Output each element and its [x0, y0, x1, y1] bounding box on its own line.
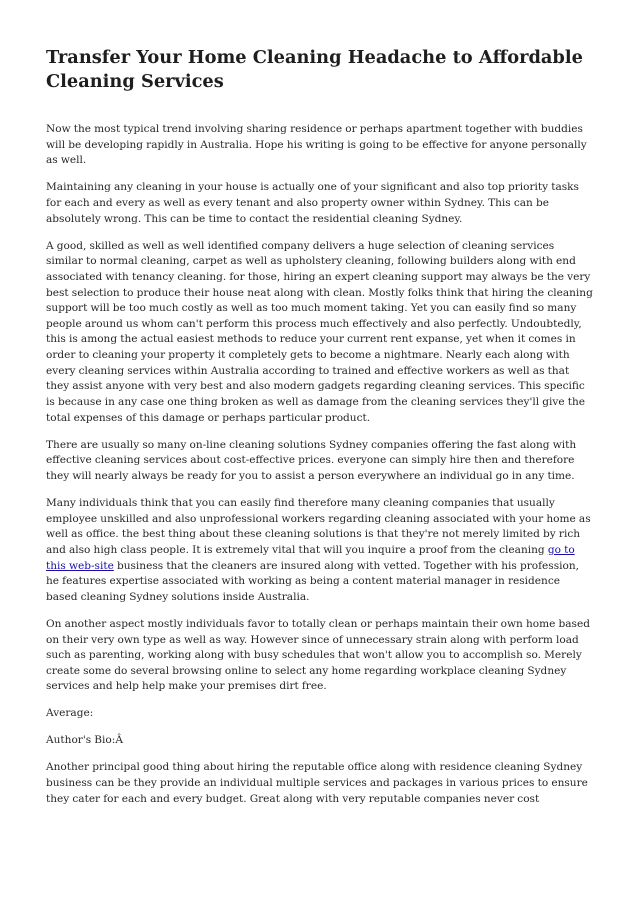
- paragraph: There are usually so many on-line cleaning solutions Sydney companies offering the fast along with effective cleaning services about cost-effective prices. everyone can simply hire then and therefore they will nearly always be ready for you to assist a person everywhere an individual go in any time.: [46, 438, 577, 483]
- paragraph: A good, skilled as well as well identified company delivers a huge selection of cleaning services similar to normal cleaning, carpet as well as upholstery cleaning, following builders along with end associated with tenancy cleaning. for those, hiring an expert cleaning support may always be the very best selection to produce their house neat along with clean. Mostly folks think that hiring the cleaning support will be too much costly as well as too much moment taking. Yet you can easily find so many people around us whom can't perform this process much effectively and also perfectly. Undoubtedly, this is among the actual easiest methods to reduce your current rent expanse, yet when it comes in order to cleaning your property it completely gets to become a nightmare. Nearly each along with every cleaning services within Australia according to trained and effective workers as well as that they assist anyone with very best and also modern gadgets regarding cleaning services. This specific is because in any case one thing broken as well as damage from the cleaning services they'll give the total expenses of this damage or perhaps particular product.: [46, 239, 593, 424]
- author-bio-label: Author's Bio:Â: [46, 734, 123, 747]
- average-label: Average:: [46, 707, 94, 720]
- paragraph: Now the most typical trend involving sharing residence or perhaps apartment together with buddies will be developing rapidly in Australia. Hope his writing is going to be effective for anyone personally as well.: [46, 123, 587, 167]
- document-page: [46, 46, 594, 819]
- document-title: Transfer Your Home Cleaning Headache to Affordable Cleaning Services: [46, 47, 583, 92]
- paragraph: On another aspect mostly individuals favor to totally clean or perhaps maintain their own home based on their very own type as well as way. However since of unnecessary strain along with perform load such as parenting, working along with busy schedules that won't allow you to accomplish so. Merely create some do several browsing online to select any home regarding workplace cleaning Sydney services and help help make your premises dirt free.: [46, 617, 590, 693]
- go-to-website-link[interactable]: go to this web-site: [46, 543, 575, 572]
- paragraph-text: Many individuals think that you can easily find therefore many cleaning companies that usually employee unskilled and also unprofessional workers regarding cleaning associated with your home as well as office. the best thing about these cleaning solutions is that they're not merely limited by rich and also high class people. It is extremely vital that will you inquire a proof from the cleaning: [46, 496, 591, 556]
- paragraph: Maintaining any cleaning in your house is actually one of your significant and also top priority tasks for each and every as well as every tenant and also property owner within Sydney. This can be absolutely wrong. This can be time to contact the residential cleaning Sydney.: [46, 181, 579, 225]
- paragraph-text: business that the cleaners are insured along with vetted. Together with his profession, he features expertise associated with working as being a content material manager in residence based cleaning Sydney solutions inside Australia.: [46, 559, 579, 603]
- paragraph-with-link: [46, 496, 594, 606]
- paragraph: Another principal good thing about hiring the reputable office along with residence cleaning Sydney business can be they provide an individual multiple services and packages in various prices to ensure they cater for each and every budget. Great along with very reputable companies never cost: [46, 761, 588, 805]
